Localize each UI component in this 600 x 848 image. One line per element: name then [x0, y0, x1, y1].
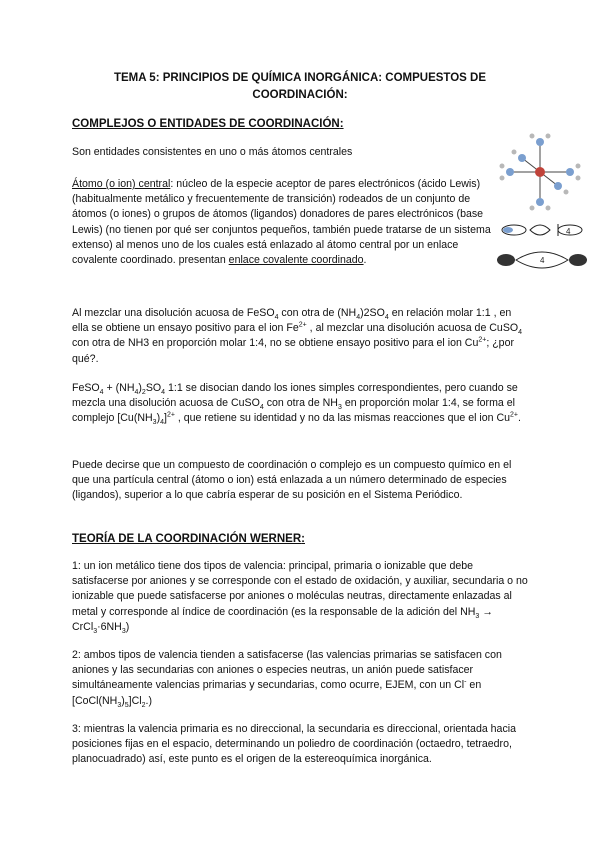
octahedral-complex-icon [500, 134, 581, 211]
central-atom-term: Átomo (o ion) central [72, 178, 171, 190]
werner-point-1: 1: un ion metálico tiene dos tipos de valencia: principal, primaria o ionizable que debe satisfacerse por aniones y se corresponde con el estado de oxidación, y auxiliar, secundaria o no ionizable que puede satisfacerse por aniones o moléculas neutras, directamente enlazadas al metal y corresponde al índice de coordinación (es la responsable de la adición del $NH_3$ → $CrCl_3\cdot 6NH_3$) [72, 560, 528, 635]
definition-paragraph: Puede decirse que un compuesto de coordinación o complejo es un compuesto químico en el que una partícula central (átomo o ion) está enlazada a un número determinado de especies (ligandos), superior a lo que cabría esperar de su posición en el Sistema Periódico. [72, 459, 512, 502]
werner-point-3: 3: mientras la valencia primaria es no direccional, la secundaria es direccional, orientada hacia posiciones fijas en el espacio, determinando un poliedro de coordinación (octaedro, tetraedro, planocuadrado) así, este punto es el origen de la estereoquímica inorgánica. [72, 723, 516, 766]
intro-paragraph: Son entidades consistentes en uno o más átomos centrales [72, 146, 353, 158]
mixing-paragraph: Al mezclar una disolución acuosa de FeSO$_4$ con otra de $(NH_4)2SO_4$ en relación molar 1:1 , en ella se obtiene un ensayo positivo para el ion $Fe^{2+}$ , al mezclar una disolución acuosa de CuSO$_4$ con otra de NH3 en proporción molar 1:4, no se obtiene ensayo positivo para el ion $Cu^{2+}$; ¿por qué?. [72, 307, 523, 365]
orbital-label: 4 [566, 227, 571, 236]
document-title [80, 70, 520, 104]
central-atom-paragraph: Átomo (o ion) central: núcleo de la especie aceptor de pares electrónicos (ácido Lewis) (habitualmente metálico y frecuentemente de transición) rodeados de un conjunto de átomos (o iones) o grupos de átomos (ligandos) donadores de pares electrónicos (base Lewis) (no tienen por qué ser conjuntos pequeños, también puede tratarse de un sistema extenso) al menos uno de los cuales está enlazado al átomo central por un enlace covalente coordinado. presentan enlace covalente coordinado. [72, 178, 491, 267]
dissociation-paragraph: FeSO$_4$ + $(NH_4)_2SO_4$ 1:1 se disocian dando los iones simples correspondientes, pero cuando se mezcla una disolución acuosa de CuSO$_4$ con otra de $NH_3$ en proporción molar 1:4, se forma el complejo $[Cu(NH_3)_4]^{2+}$ , que retiene su identidad y no da las mismas reacciones que el ion $Cu^{2+}$. [72, 382, 521, 427]
covalent-bond-link[interactable]: enlace covalente coordinado [228, 254, 364, 267]
section-heading-complejos: COMPLEJOS O ENTIDADES DE COORDINACIÓN: [72, 118, 344, 130]
werner-point-2: 2: ambos tipos de valencia tienden a satisfacerse (las valencias primarias se satisfacen con aniones y las secundarias con aniones o especies neutras, un anión puede satisfacer simultáneamente valencias primarias y secundarias, como ocurre, EJEM, con un Cl- en $[CoCl(NH_3)_5]Cl_2$.) [72, 649, 502, 709]
orbital-label-2: 4 [540, 256, 545, 265]
section-heading-werner: TEORÍA DE LA COORDINACIÓN WERNER: [72, 533, 305, 545]
title-line-1: TEMA 5: PRINCIPIOS DE QUÍMICA INORGÁNICA: COMPUESTOS DE [113, 72, 487, 84]
coordination-complex-figure [492, 132, 592, 277]
title-line-2: COORDINACIÓN: [252, 89, 348, 101]
orbital-overlap-icon [497, 224, 587, 268]
